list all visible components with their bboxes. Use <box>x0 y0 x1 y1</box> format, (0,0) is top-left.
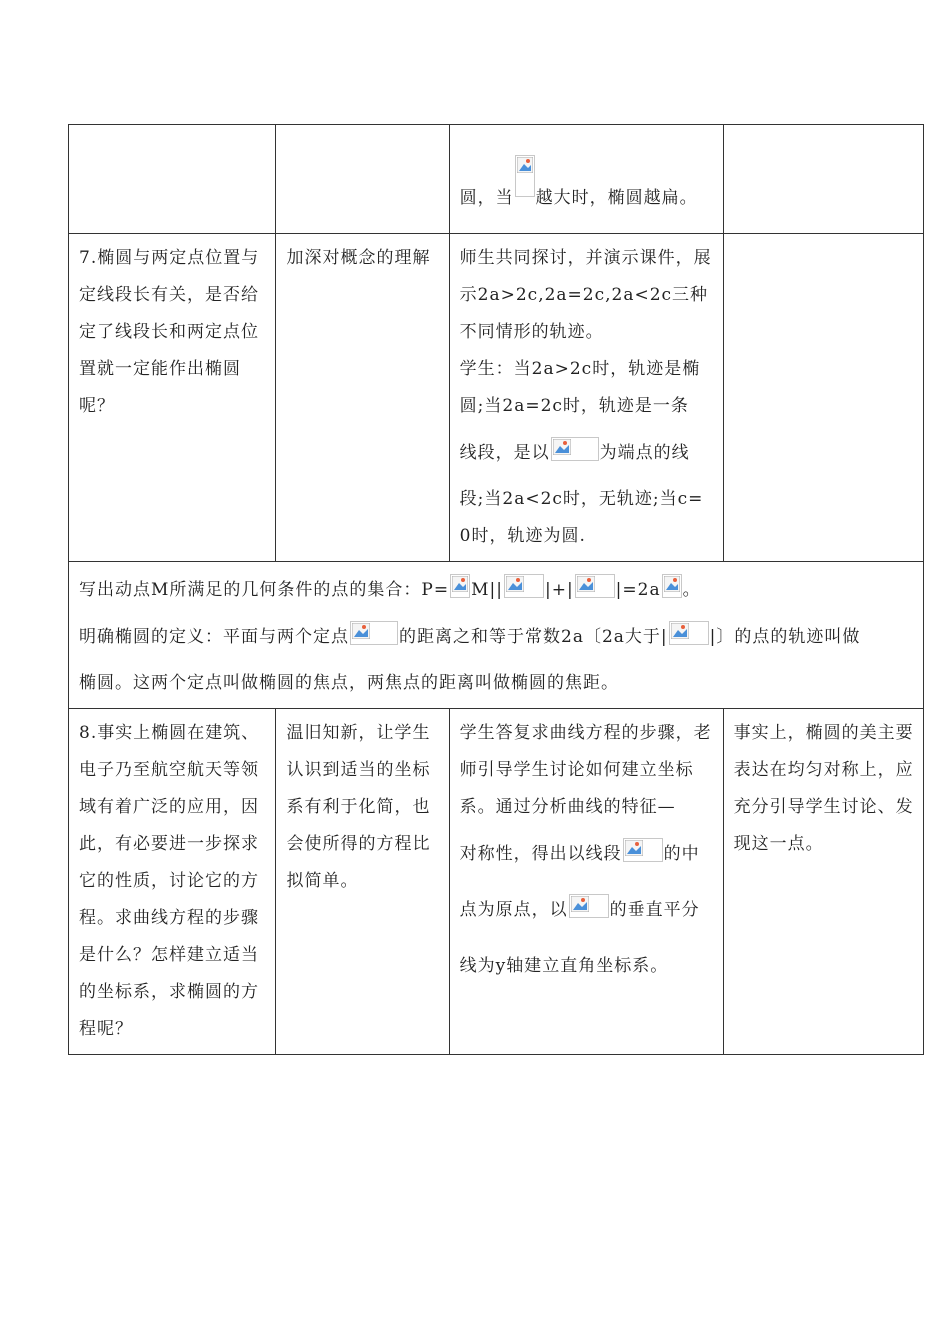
activity-text: 学生：当2a>2c时，轨迹是椭圆;当2a=2c时，轨迹是一条 <box>459 359 701 416</box>
table-row <box>69 234 924 562</box>
question-cell: 7.椭圆与两定点位置与定线段长有关，是否给定了线段长和两定点位置就一定能作出椭圆呢？ <box>69 234 276 562</box>
activity-line <box>460 882 715 938</box>
broken-image-icon <box>551 437 599 461</box>
broken-image-icon <box>350 621 398 645</box>
activity-text: 线为y轴建立直角坐标系。 <box>459 956 669 976</box>
text: 明确椭圆的定义：平面与两个定点 <box>79 627 349 647</box>
broken-image-icon <box>450 574 470 598</box>
definition-line <box>79 609 915 665</box>
question-cell: 8.事实上椭圆在建筑、电子乃至航空航天等领域有着广泛的应用，因此，有必要进一步探求它的性质，讨论它的方程。求曲线方程的步骤是什么？怎样建立适当的坐标系，求椭圆的方程呢？ <box>69 709 276 1055</box>
activity-text: 师生共同探讨，并演示课件，展示2a>2c,2a=2c,2a<2c三种不同情形的轨迹。 <box>459 248 712 342</box>
note-cell: 事实上，椭圆的美主要表达在均匀对称上，应充分引导学生讨论、发现这一点。 <box>723 709 923 1055</box>
text: |+| <box>544 580 574 600</box>
table-row <box>69 709 924 1055</box>
text: |〕的点的轨迹叫做 <box>709 627 861 647</box>
activity-text: 段;当2a<2c时，无轨迹;当c=0时，轨迹为圆. <box>459 489 704 546</box>
broken-image-icon <box>623 838 663 862</box>
text: 的距离之和等于常数2a〔2a大于| <box>399 627 668 647</box>
text: 点为原点，以 <box>459 900 568 920</box>
note-cell <box>723 234 923 562</box>
text: 为端点的线 <box>599 443 690 463</box>
activity-cell <box>449 234 723 562</box>
purpose-cell: 温旧知新，让学生认识到适当的坐标系有利于化简，也会使所得的方程比拟简单。 <box>276 709 449 1055</box>
activity-cell <box>449 125 723 234</box>
lesson-table <box>68 124 924 1055</box>
activity-line <box>460 826 715 882</box>
broken-image-icon <box>575 574 615 598</box>
table-row <box>69 562 924 709</box>
purpose-cell <box>276 125 449 234</box>
text: 的中 <box>663 844 700 864</box>
broken-image-icon <box>515 155 535 197</box>
text: 圆，当 <box>459 188 514 208</box>
text: 越大时，椭圆越扁。 <box>535 188 698 208</box>
definition-line: 椭圆。这两个定点叫做椭圆的焦点，两焦点的距离叫做椭圆的焦距。 <box>79 673 619 693</box>
broken-image-icon <box>662 574 682 598</box>
text: 写出动点M所满足的几何条件的点的集合：P= <box>79 580 450 600</box>
text: 线段，是以 <box>459 443 550 463</box>
text: 对称性，得出以线段 <box>459 844 622 864</box>
activity-cell <box>449 709 723 1055</box>
text: |=2a <box>615 580 661 600</box>
table-row <box>69 125 924 234</box>
activity-line <box>460 425 715 481</box>
broken-image-icon <box>569 894 609 918</box>
text: M|| <box>471 580 503 600</box>
purpose-cell: 加深对概念的理解 <box>276 234 449 562</box>
question-cell <box>69 125 276 234</box>
broken-image-icon <box>669 621 709 645</box>
text: 的垂直平分 <box>609 900 700 920</box>
text: 。 <box>682 580 701 600</box>
definition-cell <box>69 562 924 709</box>
activity-text: 学生答复求曲线方程的步骤，老师引导学生讨论如何建立坐标系。通过分析曲线的特征— <box>459 723 712 817</box>
definition-line <box>79 572 915 609</box>
broken-image-icon <box>504 574 544 598</box>
note-cell <box>723 125 923 234</box>
